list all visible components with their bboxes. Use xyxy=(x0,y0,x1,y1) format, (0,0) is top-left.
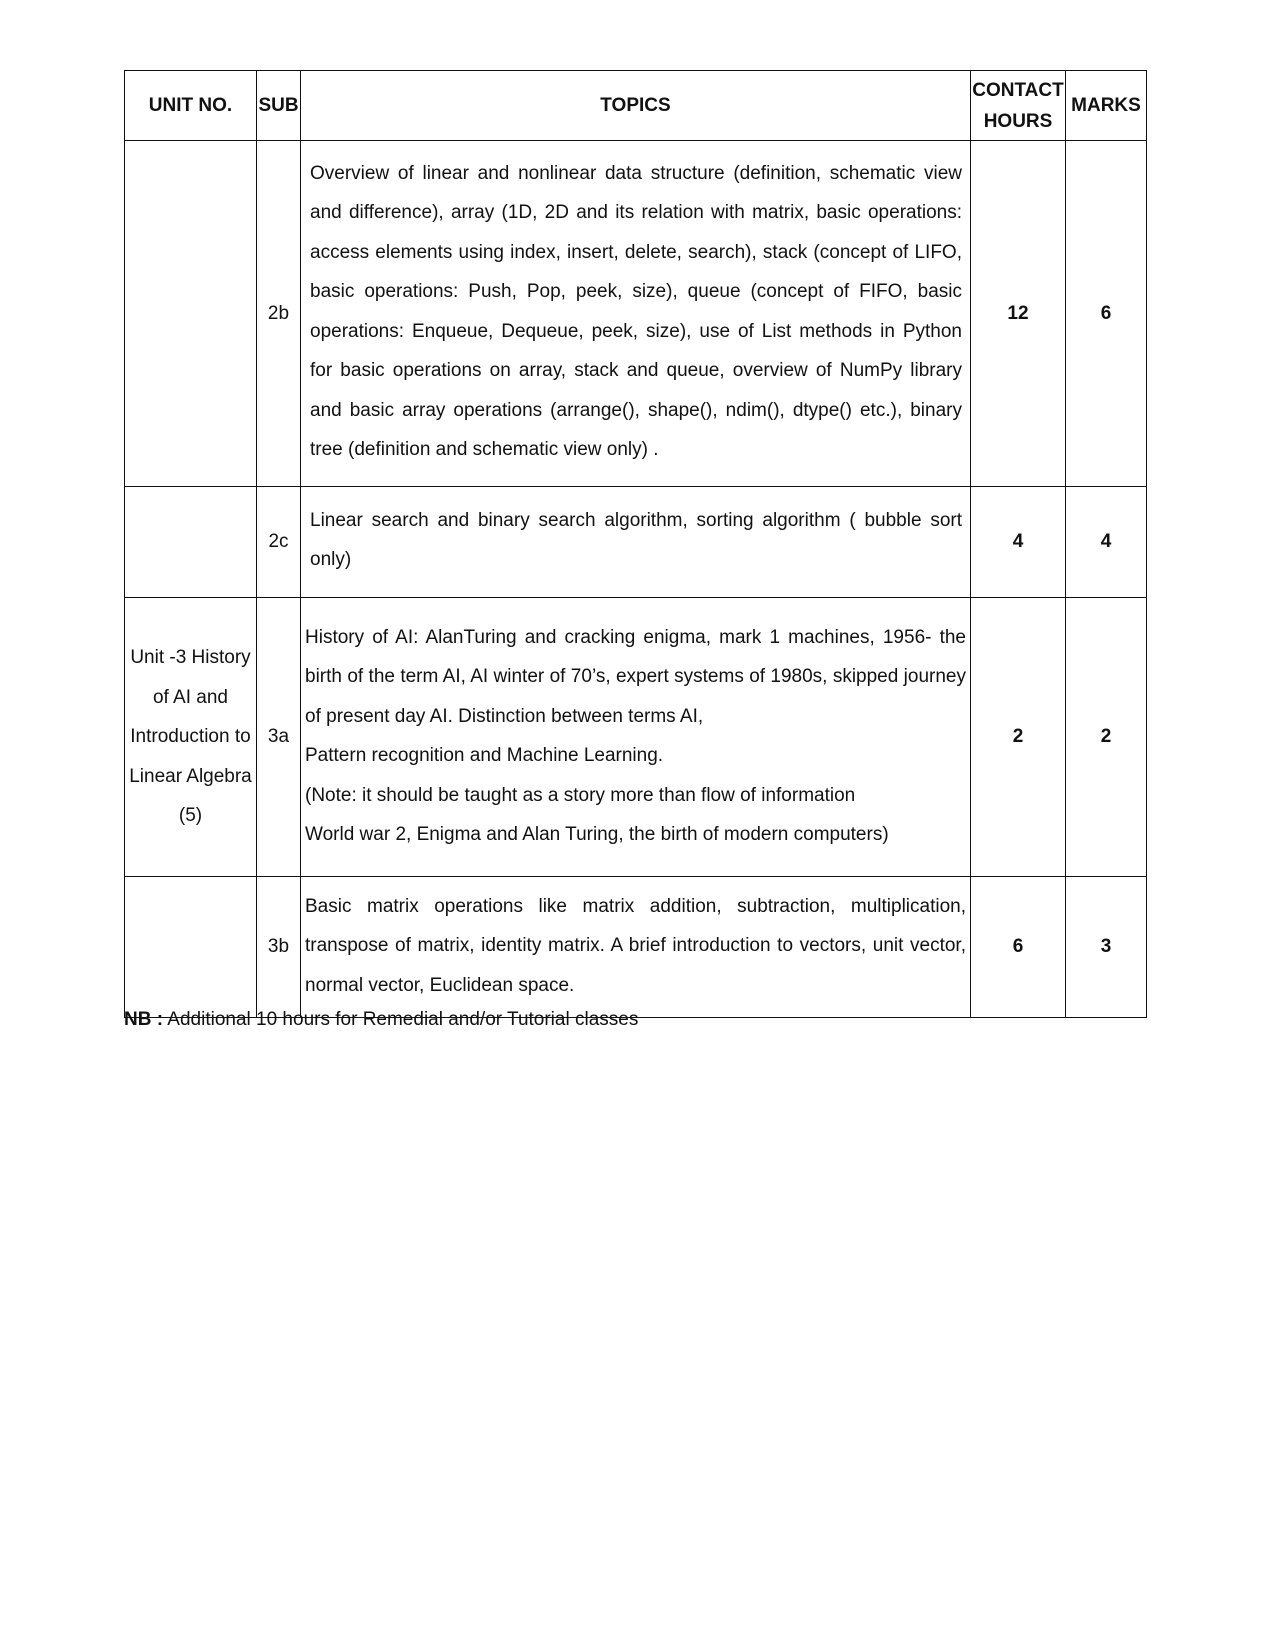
topics-line: History of AI: AlanTuring and cracking enigma, mark 1 machines, 1956- the birth of the term AI, AI winter of 70’s, expert systems of 1980s, skipped journey of present day AI. Distinction between terms AI, xyxy=(305,626,966,727)
contact-hours-cell: 2 xyxy=(971,598,1066,877)
unit-cell xyxy=(125,487,257,598)
footnote-text: Additional 10 hours for Remedial and/or Tutorial classes xyxy=(163,1009,639,1030)
header-topics: TOPICS xyxy=(301,71,971,141)
marks-cell: 4 xyxy=(1066,487,1147,598)
footnote-label: NB : xyxy=(124,1009,164,1030)
table-row xyxy=(125,877,1147,1018)
header-unit-no: UNIT NO. xyxy=(125,71,257,141)
table-row xyxy=(125,487,1147,598)
marks-cell: 3 xyxy=(1066,877,1147,1018)
topics-line: (Note: it should be taught as a story more than flow of information xyxy=(305,784,856,806)
syllabus-table xyxy=(124,70,1147,1018)
topics-cell: Overview of linear and nonlinear data structure (definition, schematic view and difference), array (1D, 2D and its relation with matrix, basic operations: access elements using index, insert, delete, search), stack (concept of LIFO, basic operations: Push, Pop, peek, size), queue (concept of FIFO, basic operations: Enqueue, Dequeue, peek, size), use of List methods in Python for basic operations on array, stack and queue, overview of NumPy library and basic array operations (arrange(), shape(), ndim(), dtype() etc.), binary tree (definition and schematic view only) . xyxy=(301,141,971,487)
marks-cell: 6 xyxy=(1066,141,1147,487)
table-header-row xyxy=(125,71,1147,141)
contact-hours-cell: 4 xyxy=(971,487,1066,598)
table-row xyxy=(125,598,1147,877)
marks-cell: 2 xyxy=(1066,598,1147,877)
sub-cell: 2c xyxy=(257,487,301,598)
sub-cell: 3b xyxy=(257,877,301,1018)
unit-cell xyxy=(125,141,257,487)
topics-cell xyxy=(301,598,971,877)
footnote xyxy=(124,1008,638,1032)
topics-cell: Linear search and binary search algorithm, sorting algorithm ( bubble sort only) xyxy=(301,487,971,598)
unit-cell: Unit -3 History of AI and Introduction to Linear Algebra (5) xyxy=(125,598,257,877)
header-marks: MARKS xyxy=(1066,71,1147,141)
topics-line: Pattern recognition and Machine Learning. xyxy=(305,745,664,766)
sub-cell: 2b xyxy=(257,141,301,487)
topics-line: World war 2, Enigma and Alan Turing, the birth of modern computers) xyxy=(305,824,889,845)
contact-hours-cell: 6 xyxy=(971,877,1066,1018)
table-row xyxy=(125,141,1147,487)
topics-cell: Basic matrix operations like matrix addition, subtraction, multiplication, transpose of matrix, identity matrix. A brief introduction to vectors, unit vector, normal vector, Euclidean space. xyxy=(301,877,971,1018)
header-contact-hours: CONTACT HOURS xyxy=(971,71,1066,141)
sub-cell: 3a xyxy=(257,598,301,877)
contact-hours-cell: 12 xyxy=(971,141,1066,487)
header-sub: SUB xyxy=(257,71,301,141)
unit-cell xyxy=(125,877,257,1018)
